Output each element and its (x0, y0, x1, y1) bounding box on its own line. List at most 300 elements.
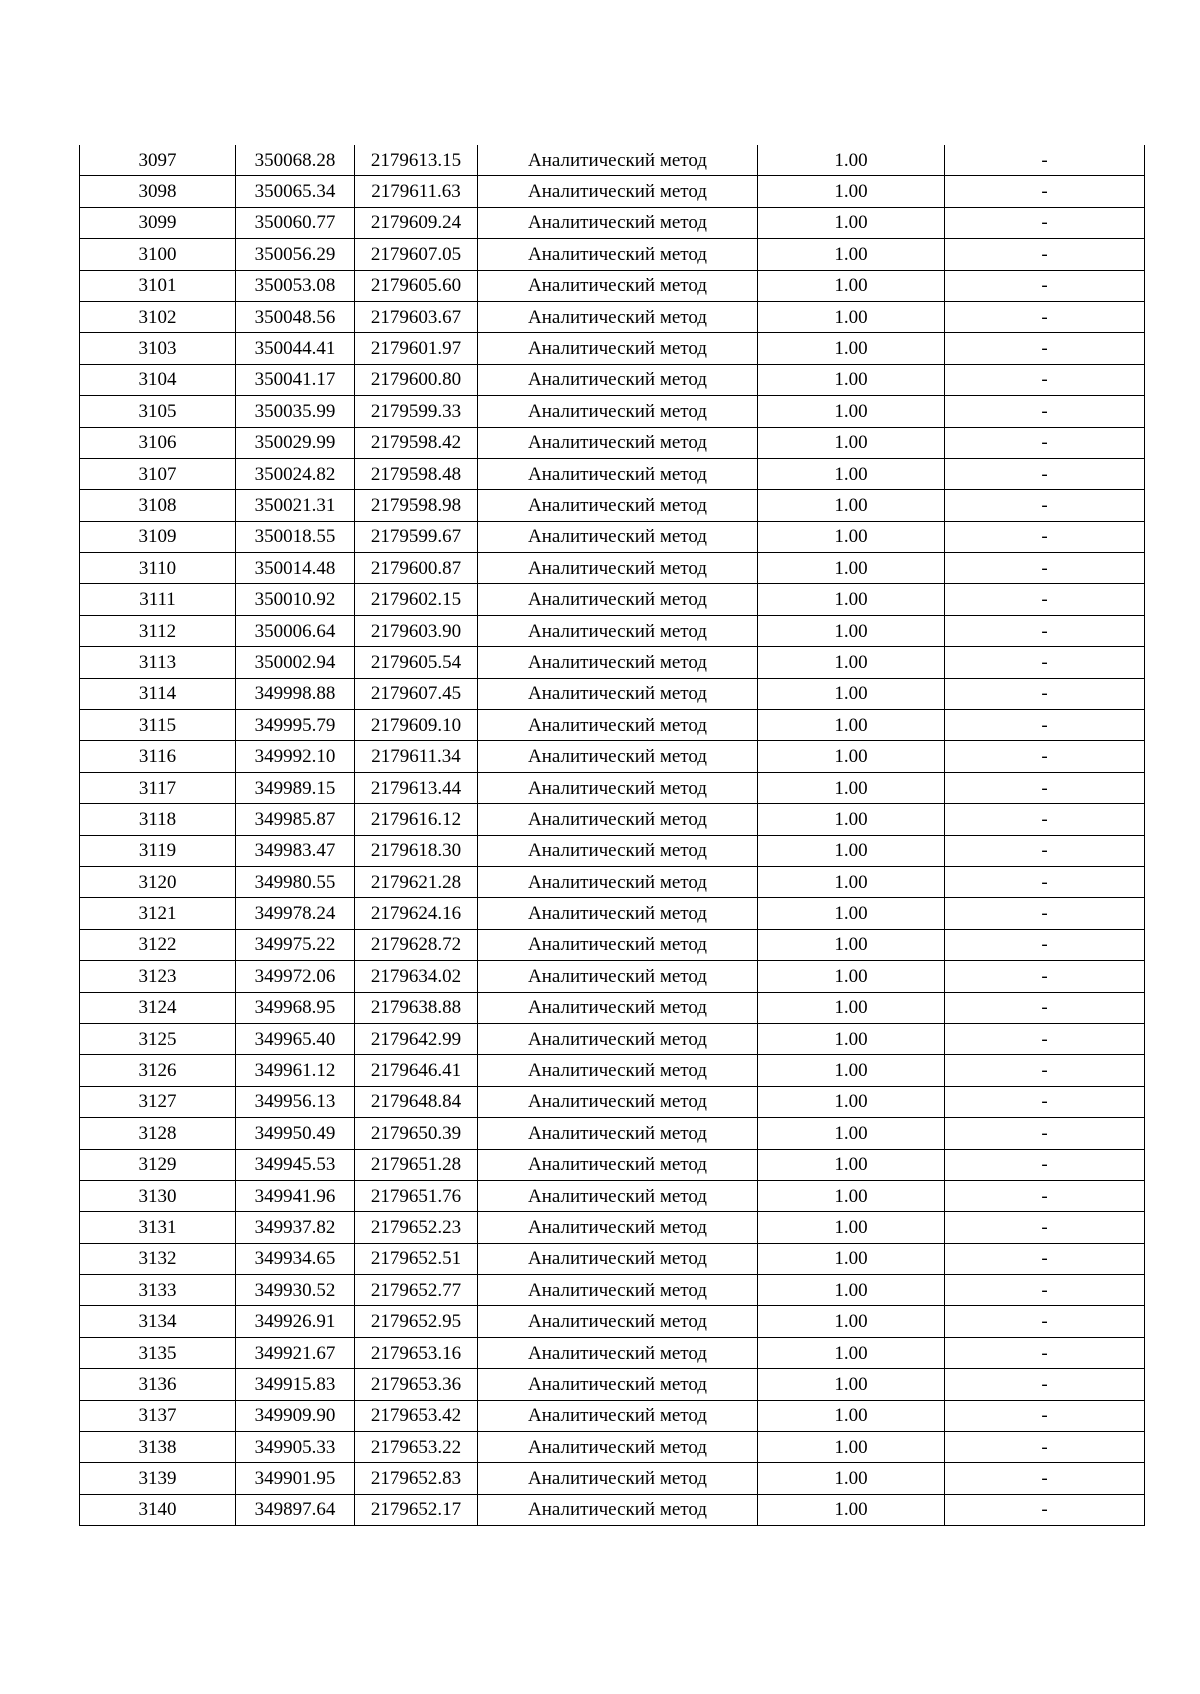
y-coordinate-cell: 2179653.16 (355, 1337, 478, 1368)
point-number-cell: 3127 (80, 1086, 236, 1117)
description-cell: - (945, 1337, 1145, 1368)
point-number-cell: 3100 (80, 239, 236, 270)
description-cell: - (945, 333, 1145, 364)
method-cell: Аналитический метод (478, 1023, 758, 1054)
description-cell: - (945, 458, 1145, 489)
point-number-cell: 3118 (80, 804, 236, 835)
y-coordinate-cell: 2179609.10 (355, 710, 478, 741)
x-coordinate-cell: 349934.65 (236, 1243, 355, 1274)
table-row (80, 866, 1145, 897)
accuracy-cell: 1.00 (758, 584, 945, 615)
table-row (80, 1463, 1145, 1494)
table-row (80, 333, 1145, 364)
table-row (80, 1180, 1145, 1211)
point-number-cell: 3129 (80, 1149, 236, 1180)
method-cell: Аналитический метод (478, 1118, 758, 1149)
point-number-cell: 3099 (80, 207, 236, 238)
accuracy-cell: 1.00 (758, 1023, 945, 1054)
x-coordinate-cell: 349901.95 (236, 1463, 355, 1494)
point-number-cell: 3139 (80, 1463, 236, 1494)
accuracy-cell: 1.00 (758, 207, 945, 238)
y-coordinate-cell: 2179651.76 (355, 1180, 478, 1211)
y-coordinate-cell: 2179611.63 (355, 176, 478, 207)
description-cell: - (945, 741, 1145, 772)
description-cell: - (945, 1369, 1145, 1400)
y-coordinate-cell: 2179600.87 (355, 553, 478, 584)
accuracy-cell: 1.00 (758, 553, 945, 584)
method-cell: Аналитический метод (478, 458, 758, 489)
table-row (80, 270, 1145, 301)
accuracy-cell: 1.00 (758, 1463, 945, 1494)
method-cell: Аналитический метод (478, 710, 758, 741)
y-coordinate-cell: 2179634.02 (355, 961, 478, 992)
y-coordinate-cell: 2179601.97 (355, 333, 478, 364)
point-number-cell: 3115 (80, 710, 236, 741)
point-number-cell: 3103 (80, 333, 236, 364)
point-number-cell: 3105 (80, 396, 236, 427)
accuracy-cell: 1.00 (758, 270, 945, 301)
description-cell: - (945, 1400, 1145, 1431)
table-row (80, 458, 1145, 489)
y-coordinate-cell: 2179603.90 (355, 615, 478, 646)
accuracy-cell: 1.00 (758, 678, 945, 709)
method-cell: Аналитический метод (478, 207, 758, 238)
point-number-cell: 3134 (80, 1306, 236, 1337)
point-number-cell: 3114 (80, 678, 236, 709)
x-coordinate-cell: 350065.34 (236, 176, 355, 207)
description-cell: - (945, 521, 1145, 552)
x-coordinate-cell: 349937.82 (236, 1212, 355, 1243)
y-coordinate-cell: 2179653.42 (355, 1400, 478, 1431)
method-cell: Аналитический метод (478, 898, 758, 929)
accuracy-cell: 1.00 (758, 1086, 945, 1117)
description-cell: - (945, 176, 1145, 207)
point-number-cell: 3109 (80, 521, 236, 552)
table-row (80, 772, 1145, 803)
x-coordinate-cell: 349983.47 (236, 835, 355, 866)
method-cell: Аналитический метод (478, 1275, 758, 1306)
description-cell: - (945, 364, 1145, 395)
accuracy-cell: 1.00 (758, 396, 945, 427)
x-coordinate-cell: 349965.40 (236, 1023, 355, 1054)
point-number-cell: 3098 (80, 176, 236, 207)
x-coordinate-cell: 349956.13 (236, 1086, 355, 1117)
x-coordinate-cell: 349995.79 (236, 710, 355, 741)
description-cell: - (945, 427, 1145, 458)
table-row (80, 427, 1145, 458)
coordinates-table (79, 145, 1145, 1526)
accuracy-cell: 1.00 (758, 176, 945, 207)
accuracy-cell: 1.00 (758, 741, 945, 772)
description-cell: - (945, 490, 1145, 521)
coordinates-table-body (80, 145, 1145, 1526)
table-row (80, 835, 1145, 866)
accuracy-cell: 1.00 (758, 1212, 945, 1243)
table-row (80, 364, 1145, 395)
description-cell: - (945, 647, 1145, 678)
x-coordinate-cell: 349945.53 (236, 1149, 355, 1180)
method-cell: Аналитический метод (478, 396, 758, 427)
accuracy-cell: 1.00 (758, 1369, 945, 1400)
y-coordinate-cell: 2179613.15 (355, 145, 478, 176)
point-number-cell: 3121 (80, 898, 236, 929)
table-row (80, 1275, 1145, 1306)
table-row (80, 1023, 1145, 1054)
point-number-cell: 3112 (80, 615, 236, 646)
y-coordinate-cell: 2179621.28 (355, 866, 478, 897)
method-cell: Аналитический метод (478, 615, 758, 646)
description-cell: - (945, 772, 1145, 803)
method-cell: Аналитический метод (478, 301, 758, 332)
x-coordinate-cell: 350029.99 (236, 427, 355, 458)
description-cell: - (945, 239, 1145, 270)
method-cell: Аналитический метод (478, 835, 758, 866)
y-coordinate-cell: 2179607.45 (355, 678, 478, 709)
y-coordinate-cell: 2179651.28 (355, 1149, 478, 1180)
method-cell: Аналитический метод (478, 176, 758, 207)
accuracy-cell: 1.00 (758, 961, 945, 992)
description-cell: - (945, 270, 1145, 301)
accuracy-cell: 1.00 (758, 1149, 945, 1180)
x-coordinate-cell: 350006.64 (236, 615, 355, 646)
x-coordinate-cell: 350014.48 (236, 553, 355, 584)
point-number-cell: 3117 (80, 772, 236, 803)
table-row (80, 898, 1145, 929)
table-row (80, 1494, 1145, 1525)
table-row (80, 521, 1145, 552)
accuracy-cell: 1.00 (758, 1180, 945, 1211)
point-number-cell: 3130 (80, 1180, 236, 1211)
description-cell: - (945, 145, 1145, 176)
y-coordinate-cell: 2179618.30 (355, 835, 478, 866)
x-coordinate-cell: 350060.77 (236, 207, 355, 238)
description-cell: - (945, 992, 1145, 1023)
table-row (80, 176, 1145, 207)
method-cell: Аналитический метод (478, 584, 758, 615)
method-cell: Аналитический метод (478, 1463, 758, 1494)
table-row (80, 992, 1145, 1023)
accuracy-cell: 1.00 (758, 364, 945, 395)
accuracy-cell: 1.00 (758, 1055, 945, 1086)
y-coordinate-cell: 2179600.80 (355, 364, 478, 395)
method-cell: Аналитический метод (478, 647, 758, 678)
y-coordinate-cell: 2179599.33 (355, 396, 478, 427)
table-row (80, 1306, 1145, 1337)
point-number-cell: 3132 (80, 1243, 236, 1274)
table-row (80, 1055, 1145, 1086)
x-coordinate-cell: 349975.22 (236, 929, 355, 960)
accuracy-cell: 1.00 (758, 929, 945, 960)
y-coordinate-cell: 2179628.72 (355, 929, 478, 960)
point-number-cell: 3128 (80, 1118, 236, 1149)
description-cell: - (945, 1118, 1145, 1149)
accuracy-cell: 1.00 (758, 647, 945, 678)
method-cell: Аналитический метод (478, 741, 758, 772)
method-cell: Аналитический метод (478, 1212, 758, 1243)
y-coordinate-cell: 2179611.34 (355, 741, 478, 772)
method-cell: Аналитический метод (478, 866, 758, 897)
y-coordinate-cell: 2179613.44 (355, 772, 478, 803)
point-number-cell: 3133 (80, 1275, 236, 1306)
method-cell: Аналитический метод (478, 1086, 758, 1117)
table-row (80, 1369, 1145, 1400)
point-number-cell: 3120 (80, 866, 236, 897)
point-number-cell: 3137 (80, 1400, 236, 1431)
method-cell: Аналитический метод (478, 270, 758, 301)
accuracy-cell: 1.00 (758, 772, 945, 803)
x-coordinate-cell: 349998.88 (236, 678, 355, 709)
point-number-cell: 3140 (80, 1494, 236, 1525)
x-coordinate-cell: 350053.08 (236, 270, 355, 301)
point-number-cell: 3116 (80, 741, 236, 772)
y-coordinate-cell: 2179648.84 (355, 1086, 478, 1117)
accuracy-cell: 1.00 (758, 866, 945, 897)
x-coordinate-cell: 349980.55 (236, 866, 355, 897)
y-coordinate-cell: 2179598.48 (355, 458, 478, 489)
accuracy-cell: 1.00 (758, 1494, 945, 1525)
method-cell: Аналитический метод (478, 1369, 758, 1400)
accuracy-cell: 1.00 (758, 1432, 945, 1463)
point-number-cell: 3108 (80, 490, 236, 521)
accuracy-cell: 1.00 (758, 239, 945, 270)
point-number-cell: 3122 (80, 929, 236, 960)
y-coordinate-cell: 2179642.99 (355, 1023, 478, 1054)
point-number-cell: 3135 (80, 1337, 236, 1368)
accuracy-cell: 1.00 (758, 1337, 945, 1368)
x-coordinate-cell: 349897.64 (236, 1494, 355, 1525)
table-row (80, 647, 1145, 678)
x-coordinate-cell: 350048.56 (236, 301, 355, 332)
accuracy-cell: 1.00 (758, 521, 945, 552)
method-cell: Аналитический метод (478, 1055, 758, 1086)
accuracy-cell: 1.00 (758, 301, 945, 332)
method-cell: Аналитический метод (478, 929, 758, 960)
table-row (80, 741, 1145, 772)
x-coordinate-cell: 349978.24 (236, 898, 355, 929)
point-number-cell: 3110 (80, 553, 236, 584)
y-coordinate-cell: 2179652.77 (355, 1275, 478, 1306)
x-coordinate-cell: 350041.17 (236, 364, 355, 395)
point-number-cell: 3104 (80, 364, 236, 395)
description-cell: - (945, 961, 1145, 992)
accuracy-cell: 1.00 (758, 1275, 945, 1306)
y-coordinate-cell: 2179652.17 (355, 1494, 478, 1525)
method-cell: Аналитический метод (478, 1149, 758, 1180)
table-row (80, 1149, 1145, 1180)
table-row (80, 1400, 1145, 1431)
method-cell: Аналитический метод (478, 145, 758, 176)
y-coordinate-cell: 2179653.22 (355, 1432, 478, 1463)
y-coordinate-cell: 2179599.67 (355, 521, 478, 552)
description-cell: - (945, 1149, 1145, 1180)
x-coordinate-cell: 349992.10 (236, 741, 355, 772)
y-coordinate-cell: 2179598.42 (355, 427, 478, 458)
description-cell: - (945, 1432, 1145, 1463)
description-cell: - (945, 1494, 1145, 1525)
x-coordinate-cell: 349985.87 (236, 804, 355, 835)
y-coordinate-cell: 2179605.54 (355, 647, 478, 678)
table-row (80, 145, 1145, 176)
y-coordinate-cell: 2179603.67 (355, 301, 478, 332)
point-number-cell: 3123 (80, 961, 236, 992)
y-coordinate-cell: 2179646.41 (355, 1055, 478, 1086)
description-cell: - (945, 584, 1145, 615)
description-cell: - (945, 929, 1145, 960)
point-number-cell: 3125 (80, 1023, 236, 1054)
table-row (80, 804, 1145, 835)
table-row (80, 615, 1145, 646)
x-coordinate-cell: 349989.15 (236, 772, 355, 803)
description-cell: - (945, 396, 1145, 427)
point-number-cell: 3097 (80, 145, 236, 176)
method-cell: Аналитический метод (478, 1306, 758, 1337)
table-row (80, 207, 1145, 238)
point-number-cell: 3111 (80, 584, 236, 615)
method-cell: Аналитический метод (478, 961, 758, 992)
method-cell: Аналитический метод (478, 992, 758, 1023)
x-coordinate-cell: 349905.33 (236, 1432, 355, 1463)
method-cell: Аналитический метод (478, 804, 758, 835)
description-cell: - (945, 678, 1145, 709)
description-cell: - (945, 1275, 1145, 1306)
method-cell: Аналитический метод (478, 1243, 758, 1274)
accuracy-cell: 1.00 (758, 1306, 945, 1337)
x-coordinate-cell: 350018.55 (236, 521, 355, 552)
x-coordinate-cell: 349921.67 (236, 1337, 355, 1368)
x-coordinate-cell: 349909.90 (236, 1400, 355, 1431)
method-cell: Аналитический метод (478, 364, 758, 395)
description-cell: - (945, 835, 1145, 866)
x-coordinate-cell: 350035.99 (236, 396, 355, 427)
description-cell: - (945, 553, 1145, 584)
x-coordinate-cell: 349972.06 (236, 961, 355, 992)
method-cell: Аналитический метод (478, 553, 758, 584)
x-coordinate-cell: 349941.96 (236, 1180, 355, 1211)
y-coordinate-cell: 2179638.88 (355, 992, 478, 1023)
y-coordinate-cell: 2179650.39 (355, 1118, 478, 1149)
point-number-cell: 3101 (80, 270, 236, 301)
x-coordinate-cell: 350002.94 (236, 647, 355, 678)
table-row (80, 1118, 1145, 1149)
method-cell: Аналитический метод (478, 772, 758, 803)
y-coordinate-cell: 2179616.12 (355, 804, 478, 835)
accuracy-cell: 1.00 (758, 1118, 945, 1149)
y-coordinate-cell: 2179624.16 (355, 898, 478, 929)
x-coordinate-cell: 350068.28 (236, 145, 355, 176)
method-cell: Аналитический метод (478, 678, 758, 709)
method-cell: Аналитический метод (478, 521, 758, 552)
method-cell: Аналитический метод (478, 1494, 758, 1525)
y-coordinate-cell: 2179605.60 (355, 270, 478, 301)
method-cell: Аналитический метод (478, 1432, 758, 1463)
accuracy-cell: 1.00 (758, 835, 945, 866)
table-row (80, 1432, 1145, 1463)
x-coordinate-cell: 350056.29 (236, 239, 355, 270)
x-coordinate-cell: 349968.95 (236, 992, 355, 1023)
table-row (80, 301, 1145, 332)
y-coordinate-cell: 2179653.36 (355, 1369, 478, 1400)
table-row (80, 1337, 1145, 1368)
accuracy-cell: 1.00 (758, 804, 945, 835)
point-number-cell: 3136 (80, 1369, 236, 1400)
description-cell: - (945, 615, 1145, 646)
y-coordinate-cell: 2179602.15 (355, 584, 478, 615)
accuracy-cell: 1.00 (758, 1400, 945, 1431)
accuracy-cell: 1.00 (758, 615, 945, 646)
x-coordinate-cell: 349950.49 (236, 1118, 355, 1149)
description-cell: - (945, 1463, 1145, 1494)
description-cell: - (945, 710, 1145, 741)
table-row (80, 1212, 1145, 1243)
description-cell: - (945, 866, 1145, 897)
method-cell: Аналитический метод (478, 1400, 758, 1431)
table-row (80, 239, 1145, 270)
description-cell: - (945, 898, 1145, 929)
point-number-cell: 3126 (80, 1055, 236, 1086)
table-row (80, 490, 1145, 521)
x-coordinate-cell: 349915.83 (236, 1369, 355, 1400)
x-coordinate-cell: 350024.82 (236, 458, 355, 489)
point-number-cell: 3119 (80, 835, 236, 866)
table-row (80, 678, 1145, 709)
method-cell: Аналитический метод (478, 427, 758, 458)
x-coordinate-cell: 350010.92 (236, 584, 355, 615)
table-row (80, 553, 1145, 584)
accuracy-cell: 1.00 (758, 333, 945, 364)
accuracy-cell: 1.00 (758, 710, 945, 741)
method-cell: Аналитический метод (478, 1337, 758, 1368)
table-row (80, 929, 1145, 960)
description-cell: - (945, 1055, 1145, 1086)
table-row (80, 961, 1145, 992)
point-number-cell: 3107 (80, 458, 236, 489)
accuracy-cell: 1.00 (758, 427, 945, 458)
point-number-cell: 3106 (80, 427, 236, 458)
point-number-cell: 3124 (80, 992, 236, 1023)
y-coordinate-cell: 2179652.51 (355, 1243, 478, 1274)
y-coordinate-cell: 2179652.95 (355, 1306, 478, 1337)
description-cell: - (945, 1023, 1145, 1054)
point-number-cell: 3102 (80, 301, 236, 332)
table-row (80, 396, 1145, 427)
table-row (80, 1086, 1145, 1117)
description-cell: - (945, 207, 1145, 238)
y-coordinate-cell: 2179609.24 (355, 207, 478, 238)
accuracy-cell: 1.00 (758, 490, 945, 521)
table-row (80, 710, 1145, 741)
point-number-cell: 3138 (80, 1432, 236, 1463)
method-cell: Аналитический метод (478, 239, 758, 270)
description-cell: - (945, 1306, 1145, 1337)
description-cell: - (945, 804, 1145, 835)
accuracy-cell: 1.00 (758, 145, 945, 176)
table-row (80, 584, 1145, 615)
method-cell: Аналитический метод (478, 490, 758, 521)
x-coordinate-cell: 350021.31 (236, 490, 355, 521)
description-cell: - (945, 301, 1145, 332)
description-cell: - (945, 1212, 1145, 1243)
y-coordinate-cell: 2179607.05 (355, 239, 478, 270)
description-cell: - (945, 1243, 1145, 1274)
x-coordinate-cell: 350044.41 (236, 333, 355, 364)
method-cell: Аналитический метод (478, 1180, 758, 1211)
method-cell: Аналитический метод (478, 333, 758, 364)
point-number-cell: 3113 (80, 647, 236, 678)
accuracy-cell: 1.00 (758, 992, 945, 1023)
accuracy-cell: 1.00 (758, 458, 945, 489)
y-coordinate-cell: 2179652.23 (355, 1212, 478, 1243)
accuracy-cell: 1.00 (758, 1243, 945, 1274)
